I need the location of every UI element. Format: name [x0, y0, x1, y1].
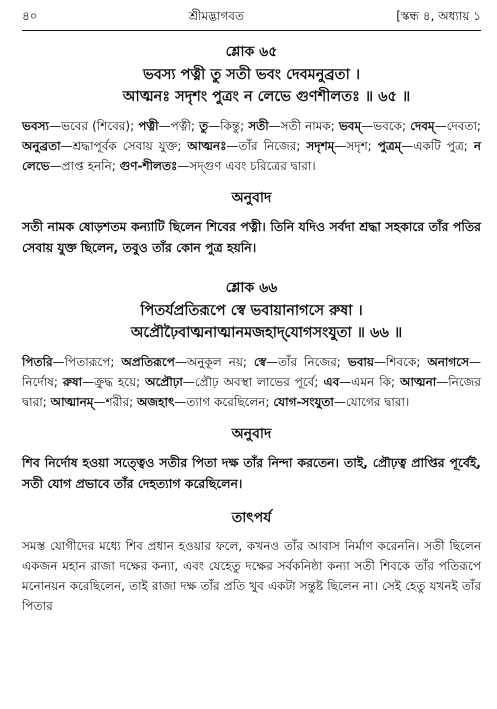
synonym-term: তু [199, 119, 209, 133]
synonym-gloss: —সদৃশ; [334, 139, 378, 153]
synonym-gloss: —শিবকে; [373, 355, 428, 369]
synonym-term: অজহাৎ [137, 395, 175, 409]
purport-heading: তাৎপর্য [231, 510, 272, 526]
purport-text: সমস্ত যোগীদের মধ্যে শিব প্রধান হওয়ার ফলে, কখনও তাঁর আবাস নির্মাণ করেননি। সতী ছিলেন একজন মহান রাজা দক্ষের কন্যা, এবং যেহেতু দক্ষের সর্বকনিষ্ঠা কন্যা সতী শিবকে তাঁর পতিরূপে মনোনয়ন করেছিলেন, তাই রাজা দক্ষ তাঁর প্রতি খুব একটা সন্তুষ্ট ছিলেন না। সেই হেতু যখনই তাঁর পিতার [22, 539, 481, 613]
synonym-gloss: —ভবকে; [361, 119, 411, 133]
synonym-term: পিতরি [22, 355, 53, 369]
synonym-term: ভবম্ [338, 119, 362, 133]
synonym-term: স্বে [253, 355, 267, 369]
verse-65-line-2: আত্মনঃ সদৃশং পুত্রং ন লেভে গুণশীলতঃ ॥ ৬৫ ॥ [122, 89, 411, 105]
synonym-term: এব [323, 375, 340, 389]
verse-65-translation: সতী নামক ষোড়শতম কন্যাটি ছিলেন শিবের পত্নী। তিনি যদিও সর্বদা শ্রদ্ধা সহকারে তাঁর পতির সেবায় যুক্ত ছিলেন, তবুও তাঁর কোন পুত্র হয়নি। [22, 219, 481, 255]
synonym-gloss: —দেবতা; [434, 119, 481, 133]
verse-66-line-2: অপ্রৌঢ়ৈবাত্মনাত্মানমজহাদ্‌যোগসংযুতা ॥ ৬৬ ॥ [130, 325, 403, 341]
synonym-gloss: —অনুকূল নয়; [174, 355, 254, 369]
synonym-gloss: —এমন কি; [339, 375, 401, 389]
verse-66-heading: শ্লোক ৬৬ [225, 280, 278, 296]
synonym-gloss: —পত্নী; [158, 119, 200, 133]
synonym-term: অপ্রৌঢ়া [145, 375, 183, 389]
verse-66-line-1: পিতর্যপ্রতিরূপে স্বে ভবায়ানাগসে রুষা । [140, 303, 363, 319]
synonym-term: আত্মনঃ [187, 139, 227, 153]
synonym-term: দেবম্ [410, 119, 435, 133]
synonym-gloss: —কিন্তু; [208, 119, 249, 133]
synonym-term: ভবস্য [22, 119, 50, 133]
verse-65-translation-heading: অনুবাদ [231, 190, 272, 206]
synonym-term: আত্মনা [400, 375, 437, 389]
synonym-term: পুত্রম্ [377, 139, 402, 153]
synonym-term: ভবায় [347, 355, 374, 369]
synonym-gloss: —নিজের দ্বারা; [22, 375, 481, 409]
verse-66-text [22, 300, 481, 344]
verse-65-text [22, 64, 481, 108]
synonym-term: পত্নী [138, 119, 159, 133]
synonym-term: অপ্রতিরূপে [121, 355, 175, 369]
synonym-gloss: —শরীর; [93, 395, 138, 409]
synonym-term: অনাগসে [427, 355, 470, 369]
header-rule [22, 30, 481, 31]
synonym-gloss: —ভবের (শিবের); [49, 119, 139, 133]
verse-65-line-1: ভবস্য পত্নী তু সতী ভবং দেবমনুব্রতা । [142, 67, 361, 83]
verse-66-translation-heading: অনুবাদ [231, 426, 272, 442]
synonym-gloss: —ক্রুদ্ধ হয়ে; [82, 375, 146, 389]
synonym-gloss: —সদ্গুণ এবং চরিত্রের দ্বারা। [177, 159, 316, 173]
synonym-term: সতী [248, 119, 269, 133]
synonym-gloss: —প্রাপ্ত হননি; [49, 159, 120, 173]
synonym-term: রুষা [62, 375, 83, 389]
synonym-term: সদৃশম্ [306, 139, 335, 153]
synonym-term: আত্মানম্ [50, 395, 94, 409]
synonym-term: যোগ-সংযুতা [273, 395, 334, 409]
synonym-gloss: —সতী নামক; [268, 119, 339, 133]
synonym-gloss: —প্রৌঢ় অবস্থা লাভের পূর্বে; [182, 375, 324, 389]
page-number: ৪০ [22, 9, 38, 23]
verse-66-synonyms [22, 352, 481, 412]
verse-65-heading: শ্লোক ৬৫ [225, 44, 278, 60]
synonym-gloss: —ত্যাগ করেছিলেন; [174, 395, 274, 409]
synonym-gloss: —তাঁর নিজের; [226, 139, 307, 153]
synonym-term: গুণ-শীলতঃ [119, 159, 178, 173]
synonym-gloss: —যোগের দ্বারা। [333, 395, 410, 409]
verse-65-synonyms [22, 116, 481, 176]
synonym-gloss: —শ্রদ্ধাপূর্বক সেবায় যুক্ত; [60, 139, 188, 153]
synonym-gloss: —একটি পুত্র; [401, 139, 474, 153]
chapter-reference: [স্কন্ধ ৪, অধ্যায় ১ [396, 9, 481, 23]
page-header [22, 0, 481, 28]
verse-66-translation: শিব নির্দোষ হওয়া সত্ত্বেও সতীর পিতা দক্ষ তাঁর নিন্দা করতেন। তাই, প্রৌঢ়ত্ব প্রাপ্তির পূর্বেই, সতী যোগ প্রভাবে তাঁর দেহত্যাগ করেছিলেন। [22, 455, 481, 491]
synonym-term: অনুব্রতা [22, 139, 61, 153]
book-title: শ্রীমদ্ভাগবত [188, 9, 244, 23]
synonym-gloss: —পিতারূপে; [52, 355, 122, 369]
synonym-gloss: —তাঁর নিজের; [266, 355, 348, 369]
synonym-gloss: —নির্দোষ; [22, 355, 482, 389]
synonym-term: ন লেভে [22, 139, 481, 173]
